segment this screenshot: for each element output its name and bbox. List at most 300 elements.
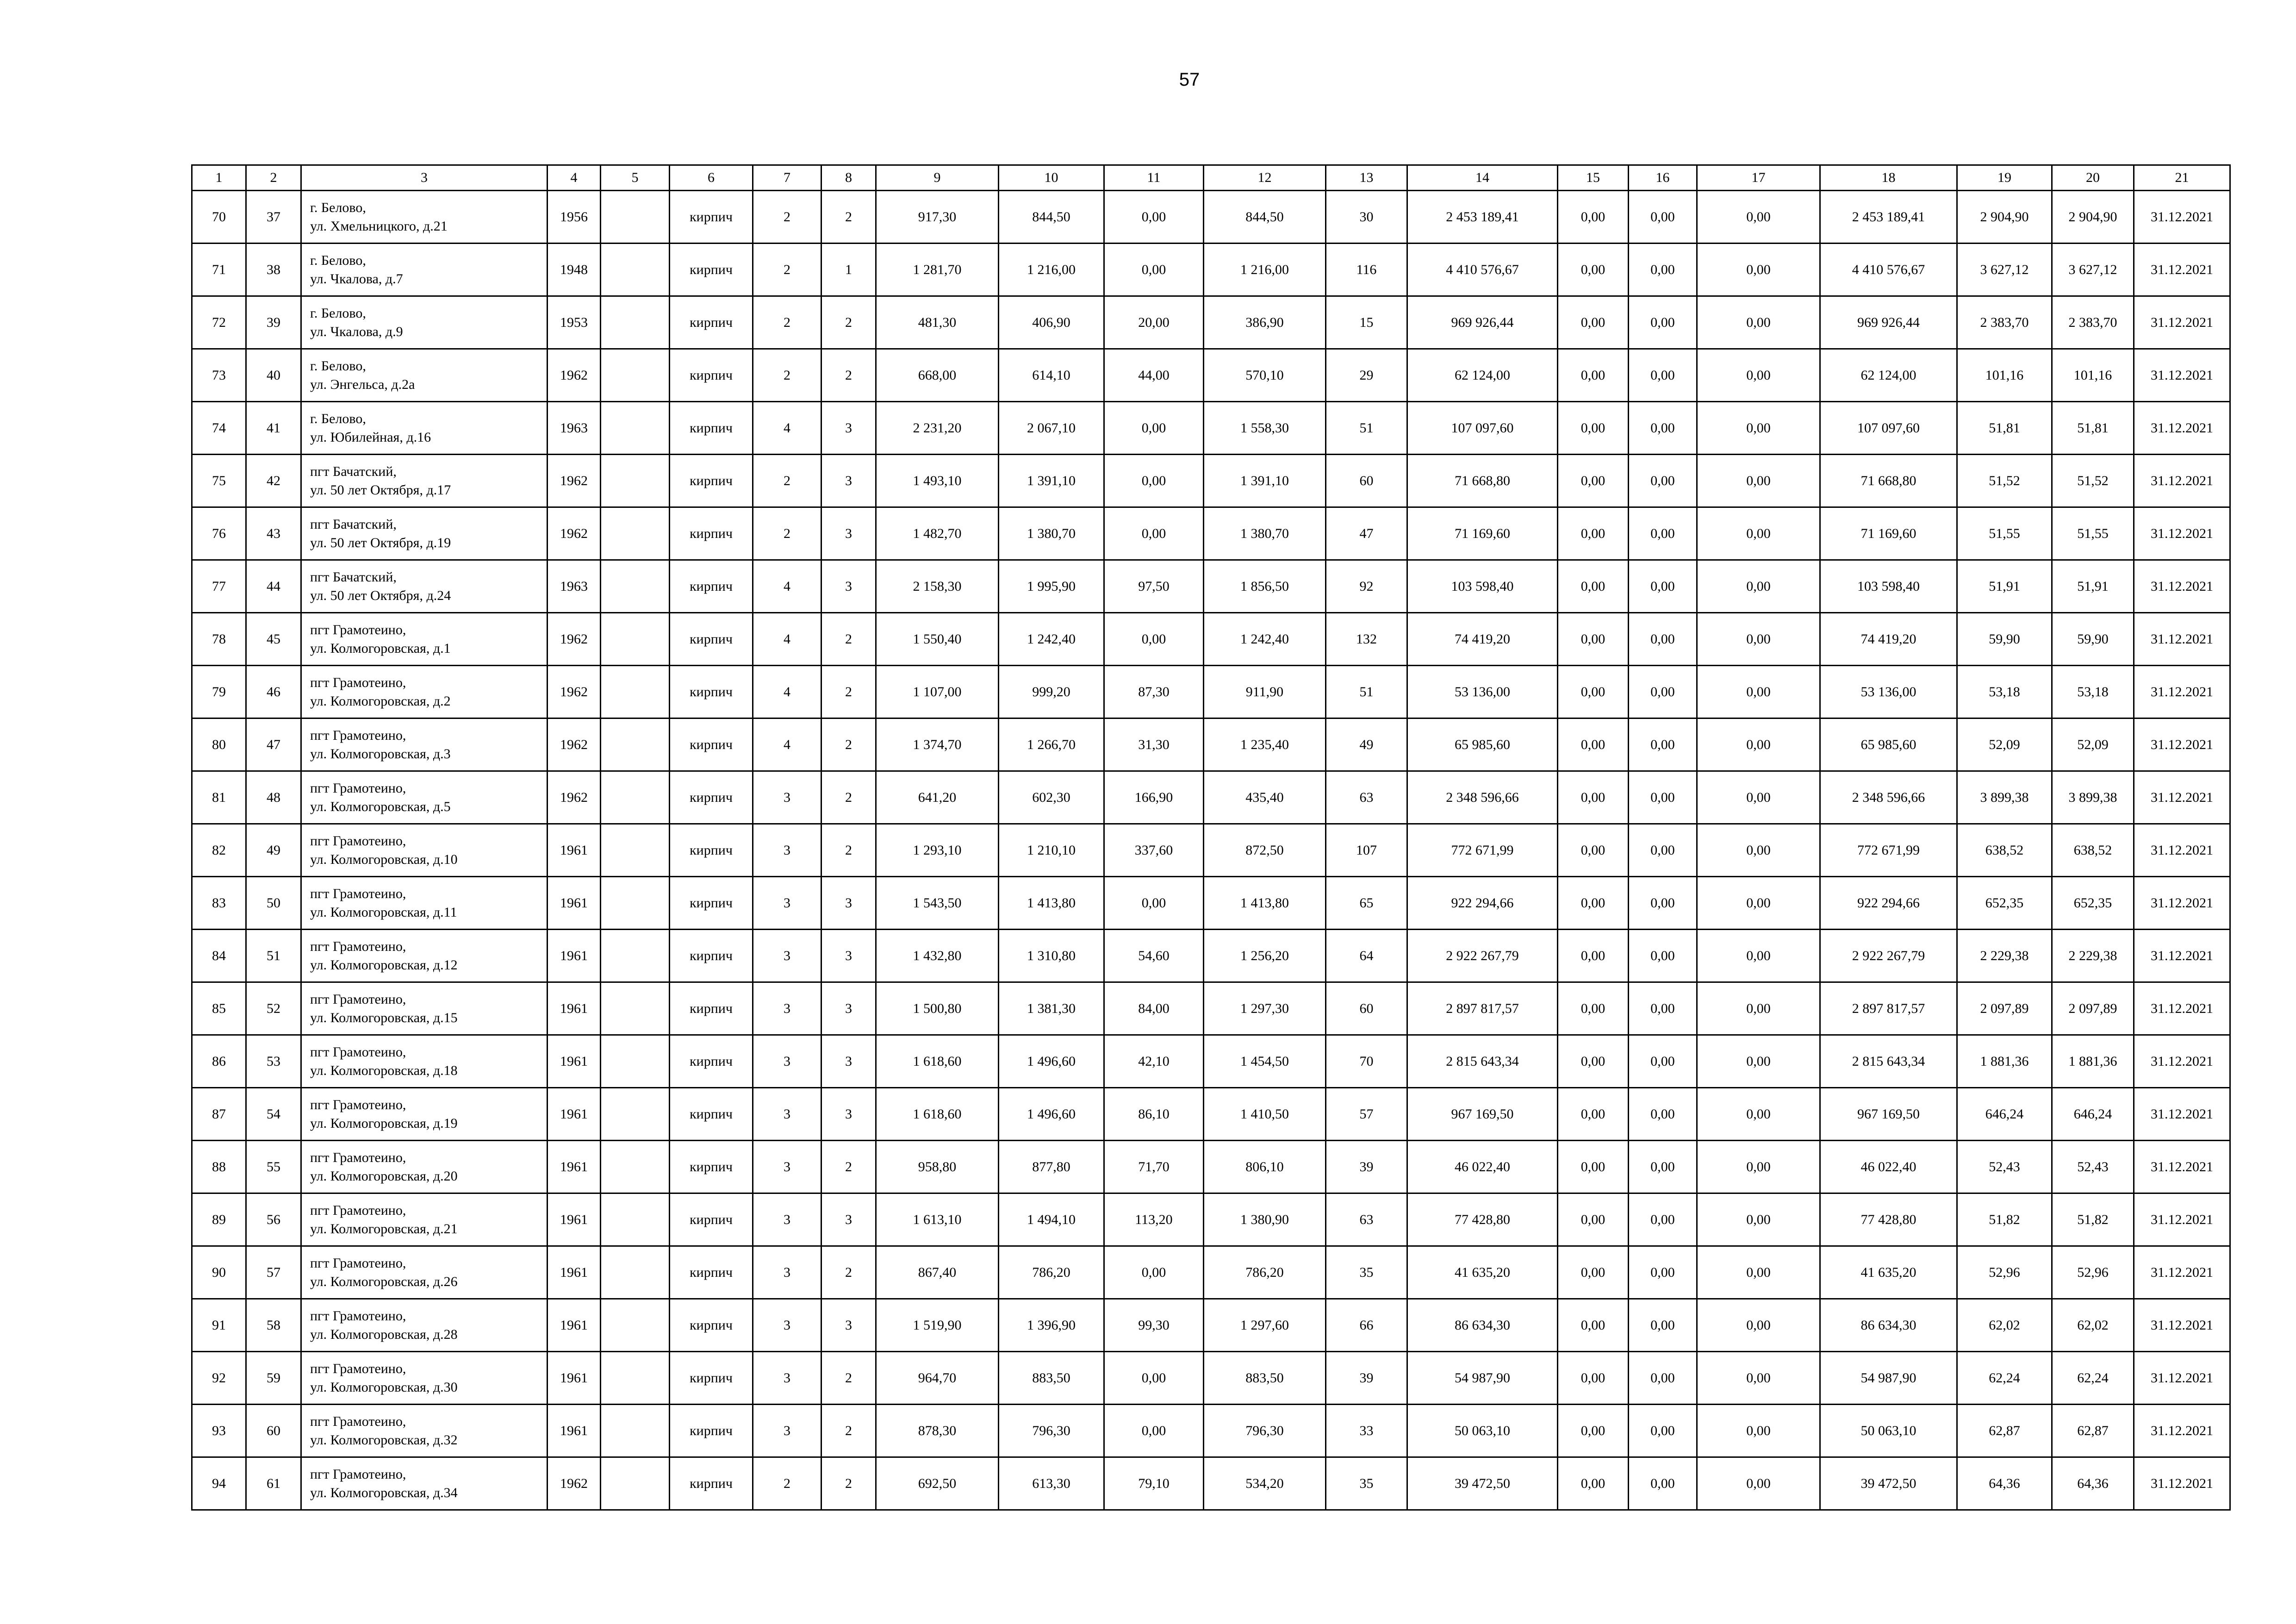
cell-date: 31.12.2021 (2134, 718, 2230, 771)
cell-floors: 2 (753, 507, 821, 560)
cell-c16: 0,00 (1629, 507, 1697, 560)
cell-date: 31.12.2021 (2134, 507, 2230, 560)
address-locality: пгт Бачатский, (310, 569, 397, 585)
cell-area-12: 883,50 (1204, 1352, 1326, 1405)
table-row (192, 349, 2230, 402)
address-street: ул. 50 лет Октября, д.24 (310, 587, 451, 603)
address-locality: пгт Грамотеино, (310, 622, 406, 637)
cell-floors: 4 (753, 718, 821, 771)
cell-c15: 0,00 (1558, 1457, 1629, 1510)
address-cell (301, 1193, 548, 1246)
cell-c19: 52,09 (1957, 718, 2052, 771)
address-street: ул. Хмельницкого, д.21 (310, 218, 448, 234)
cell-n2: 52 (246, 982, 301, 1035)
cell-c18: 2 897 817,57 (1820, 982, 1957, 1035)
column-header: 16 (1629, 165, 1697, 191)
cell-c15: 0,00 (1558, 718, 1629, 771)
cell-area-living: 1 380,70 (999, 507, 1104, 560)
cell-c16: 0,00 (1629, 1035, 1697, 1088)
cell-area-living: 1 494,10 (999, 1193, 1104, 1246)
cell-c19: 51,91 (1957, 560, 2052, 613)
cell-area-12: 1 380,70 (1204, 507, 1326, 560)
cell-year: 1961 (548, 1299, 601, 1352)
cell-n2: 54 (246, 1088, 301, 1141)
cell-material: кирпич (670, 666, 753, 718)
cell-c16: 0,00 (1629, 824, 1697, 877)
cell-c15: 0,00 (1558, 771, 1629, 824)
cell-area-11: 86,10 (1104, 1088, 1204, 1141)
cell-c20: 51,81 (2052, 402, 2134, 455)
address-cell (301, 507, 548, 560)
table-row (192, 1141, 2230, 1193)
cell-n2: 44 (246, 560, 301, 613)
cell-date: 31.12.2021 (2134, 666, 2230, 718)
cell-cost: 46 022,40 (1407, 1141, 1558, 1193)
cell-year: 1953 (548, 296, 601, 349)
cell-area-total: 964,70 (876, 1352, 999, 1405)
address-cell (301, 718, 548, 771)
cell-material: кирпич (670, 1035, 753, 1088)
cell-n: 91 (192, 1299, 246, 1352)
address-street: ул. Колмогоровская, д.26 (310, 1274, 458, 1289)
address-locality: пгт Грамотеино, (310, 1308, 406, 1324)
table-header-row (192, 165, 2230, 191)
cell-c16: 0,00 (1629, 877, 1697, 930)
column-header: 5 (601, 165, 670, 191)
cell-area-11: 44,00 (1104, 349, 1204, 402)
cell-cost: 71 668,80 (1407, 455, 1558, 507)
cell-cost: 107 097,60 (1407, 402, 1558, 455)
cell-c17: 0,00 (1697, 718, 1820, 771)
cell-c19: 51,55 (1957, 507, 2052, 560)
cell-c17: 0,00 (1697, 1246, 1820, 1299)
cell-c5 (601, 666, 670, 718)
cell-c17: 0,00 (1697, 930, 1820, 982)
address-street: ул. Колмогоровская, д.3 (310, 746, 451, 762)
cell-c18: 2 348 596,66 (1820, 771, 1957, 824)
cell-area-total: 692,50 (876, 1457, 999, 1510)
table-row (192, 455, 2230, 507)
cell-n: 86 (192, 1035, 246, 1088)
address-cell (301, 1457, 548, 1510)
cell-year: 1961 (548, 1405, 601, 1457)
cell-c5 (601, 718, 670, 771)
cell-c8: 2 (821, 1246, 876, 1299)
cell-cost: 967 169,50 (1407, 1088, 1558, 1141)
cell-n2: 39 (246, 296, 301, 349)
cell-c15: 0,00 (1558, 666, 1629, 718)
cell-area-12: 786,20 (1204, 1246, 1326, 1299)
cell-c17: 0,00 (1697, 877, 1820, 930)
cell-area-12: 796,30 (1204, 1405, 1326, 1457)
column-header: 11 (1104, 165, 1204, 191)
cell-material: кирпич (670, 718, 753, 771)
cell-area-total: 1 550,40 (876, 613, 999, 666)
cell-year: 1963 (548, 560, 601, 613)
cell-c15: 0,00 (1558, 1246, 1629, 1299)
cell-floors: 3 (753, 877, 821, 930)
cell-area-12: 1 413,80 (1204, 877, 1326, 930)
cell-c18: 53 136,00 (1820, 666, 1957, 718)
cell-area-11: 0,00 (1104, 1405, 1204, 1457)
cell-material: кирпич (670, 930, 753, 982)
cell-date: 31.12.2021 (2134, 613, 2230, 666)
cell-c17: 0,00 (1697, 349, 1820, 402)
cell-area-total: 917,30 (876, 191, 999, 244)
cell-c16: 0,00 (1629, 455, 1697, 507)
cell-floors: 3 (753, 1193, 821, 1246)
cell-area-12: 1 235,40 (1204, 718, 1326, 771)
cell-people: 15 (1326, 296, 1407, 349)
cell-c20: 2 383,70 (2052, 296, 2134, 349)
address-locality: пгт Грамотеино, (310, 886, 406, 901)
cell-c17: 0,00 (1697, 982, 1820, 1035)
address-cell (301, 613, 548, 666)
cell-people: 66 (1326, 1299, 1407, 1352)
cell-n2: 51 (246, 930, 301, 982)
cell-c8: 2 (821, 1352, 876, 1405)
cell-n: 92 (192, 1352, 246, 1405)
cell-area-total: 481,30 (876, 296, 999, 349)
cell-c17: 0,00 (1697, 771, 1820, 824)
cell-area-total: 2 231,20 (876, 402, 999, 455)
cell-c17: 0,00 (1697, 191, 1820, 244)
cell-c5 (601, 1405, 670, 1457)
column-header: 19 (1957, 165, 2052, 191)
cell-c16: 0,00 (1629, 982, 1697, 1035)
cell-c17: 0,00 (1697, 244, 1820, 296)
cell-material: кирпич (670, 191, 753, 244)
cell-c18: 967 169,50 (1820, 1088, 1957, 1141)
cell-c15: 0,00 (1558, 349, 1629, 402)
cell-date: 31.12.2021 (2134, 296, 2230, 349)
cell-area-12: 1 454,50 (1204, 1035, 1326, 1088)
cell-n: 93 (192, 1405, 246, 1457)
cell-material: кирпич (670, 1352, 753, 1405)
column-header: 8 (821, 165, 876, 191)
cell-c8: 3 (821, 930, 876, 982)
address-locality: пгт Грамотеино, (310, 1361, 406, 1376)
cell-area-total: 668,00 (876, 349, 999, 402)
address-locality: пгт Грамотеино, (310, 1466, 406, 1482)
cell-year: 1962 (548, 771, 601, 824)
cell-n2: 45 (246, 613, 301, 666)
cell-c8: 2 (821, 666, 876, 718)
address-street: ул. Колмогоровская, д.11 (310, 904, 457, 920)
cell-material: кирпич (670, 349, 753, 402)
cell-people: 51 (1326, 402, 1407, 455)
cell-c19: 1 881,36 (1957, 1035, 2052, 1088)
cell-c20: 52,96 (2052, 1246, 2134, 1299)
address-street: ул. Колмогоровская, д.1 (310, 640, 451, 656)
cell-c16: 0,00 (1629, 1193, 1697, 1246)
cell-n2: 41 (246, 402, 301, 455)
cell-date: 31.12.2021 (2134, 1405, 2230, 1457)
cell-people: 92 (1326, 560, 1407, 613)
address-locality: пгт Грамотеино, (310, 833, 406, 849)
cell-people: 63 (1326, 1193, 1407, 1246)
table-row (192, 1457, 2230, 1510)
cell-c5 (601, 1035, 670, 1088)
cell-c18: 2 453 189,41 (1820, 191, 1957, 244)
cell-c5 (601, 1141, 670, 1193)
cell-floors: 2 (753, 1457, 821, 1510)
address-street: ул. Энгельса, д.2а (310, 376, 415, 392)
cell-c18: 969 926,44 (1820, 296, 1957, 349)
cell-c19: 652,35 (1957, 877, 2052, 930)
cell-cost: 86 634,30 (1407, 1299, 1558, 1352)
table-row (192, 613, 2230, 666)
cell-n: 90 (192, 1246, 246, 1299)
cell-material: кирпич (670, 613, 753, 666)
address-locality: пгт Грамотеино, (310, 1202, 406, 1218)
cell-floors: 3 (753, 1299, 821, 1352)
cell-c19: 638,52 (1957, 824, 2052, 877)
cell-c15: 0,00 (1558, 930, 1629, 982)
table-row (192, 930, 2230, 982)
address-locality: пгт Грамотеино, (310, 1255, 406, 1271)
table-row (192, 244, 2230, 296)
cell-c18: 50 063,10 (1820, 1405, 1957, 1457)
cell-c17: 0,00 (1697, 1141, 1820, 1193)
cell-n2: 53 (246, 1035, 301, 1088)
cell-c20: 3 899,38 (2052, 771, 2134, 824)
cell-area-total: 1 613,10 (876, 1193, 999, 1246)
cell-cost: 62 124,00 (1407, 349, 1558, 402)
cell-floors: 3 (753, 1246, 821, 1299)
cell-c15: 0,00 (1558, 507, 1629, 560)
cell-n: 81 (192, 771, 246, 824)
cell-n: 70 (192, 191, 246, 244)
cell-floors: 2 (753, 349, 821, 402)
cell-c20: 2 097,89 (2052, 982, 2134, 1035)
cell-area-11: 0,00 (1104, 244, 1204, 296)
cell-area-11: 0,00 (1104, 877, 1204, 930)
cell-c20: 64,36 (2052, 1457, 2134, 1510)
address-street: ул. Колмогоровская, д.10 (310, 851, 458, 867)
cell-c8: 3 (821, 507, 876, 560)
cell-floors: 3 (753, 930, 821, 982)
column-header: 9 (876, 165, 999, 191)
cell-area-11: 99,30 (1104, 1299, 1204, 1352)
cell-c16: 0,00 (1629, 296, 1697, 349)
cell-c17: 0,00 (1697, 1299, 1820, 1352)
cell-c19: 2 229,38 (1957, 930, 2052, 982)
cell-area-12: 872,50 (1204, 824, 1326, 877)
table-row (192, 560, 2230, 613)
cell-material: кирпич (670, 877, 753, 930)
cell-n: 89 (192, 1193, 246, 1246)
cell-year: 1962 (548, 507, 601, 560)
cell-c19: 51,82 (1957, 1193, 2052, 1246)
cell-c5 (601, 771, 670, 824)
cell-area-total: 1 482,70 (876, 507, 999, 560)
cell-cost: 922 294,66 (1407, 877, 1558, 930)
cell-n2: 61 (246, 1457, 301, 1510)
column-header: 15 (1558, 165, 1629, 191)
cell-people: 60 (1326, 982, 1407, 1035)
cell-c19: 2 904,90 (1957, 191, 2052, 244)
address-cell (301, 402, 548, 455)
cell-year: 1961 (548, 1193, 601, 1246)
cell-c16: 0,00 (1629, 1299, 1697, 1352)
address-street: ул. Чкалова, д.7 (310, 271, 403, 287)
cell-c18: 62 124,00 (1820, 349, 1957, 402)
cell-date: 31.12.2021 (2134, 1457, 2230, 1510)
cell-cost: 50 063,10 (1407, 1405, 1558, 1457)
cell-area-12: 806,10 (1204, 1141, 1326, 1193)
address-cell (301, 1352, 548, 1405)
cell-year: 1963 (548, 402, 601, 455)
cell-c15: 0,00 (1558, 877, 1629, 930)
cell-c17: 0,00 (1697, 666, 1820, 718)
cell-c16: 0,00 (1629, 666, 1697, 718)
cell-year: 1961 (548, 824, 601, 877)
cell-material: кирпич (670, 1457, 753, 1510)
cell-area-11: 113,20 (1104, 1193, 1204, 1246)
address-cell (301, 771, 548, 824)
cell-date: 31.12.2021 (2134, 930, 2230, 982)
cell-date: 31.12.2021 (2134, 244, 2230, 296)
cell-area-12: 844,50 (1204, 191, 1326, 244)
cell-n: 79 (192, 666, 246, 718)
cell-c5 (601, 930, 670, 982)
cell-date: 31.12.2021 (2134, 402, 2230, 455)
cell-people: 63 (1326, 771, 1407, 824)
address-cell (301, 982, 548, 1035)
housing-table (191, 164, 2231, 1511)
column-header: 1 (192, 165, 246, 191)
cell-area-11: 42,10 (1104, 1035, 1204, 1088)
cell-cost: 65 985,60 (1407, 718, 1558, 771)
cell-year: 1961 (548, 877, 601, 930)
cell-n2: 40 (246, 349, 301, 402)
cell-people: 107 (1326, 824, 1407, 877)
cell-c17: 0,00 (1697, 1352, 1820, 1405)
table-row (192, 402, 2230, 455)
cell-c8: 2 (821, 1141, 876, 1193)
cell-n: 80 (192, 718, 246, 771)
cell-c17: 0,00 (1697, 560, 1820, 613)
cell-c17: 0,00 (1697, 1035, 1820, 1088)
cell-c15: 0,00 (1558, 244, 1629, 296)
address-cell (301, 244, 548, 296)
cell-c20: 638,52 (2052, 824, 2134, 877)
cell-material: кирпич (670, 1405, 753, 1457)
table-row (192, 877, 2230, 930)
cell-n2: 57 (246, 1246, 301, 1299)
column-header: 10 (999, 165, 1104, 191)
cell-floors: 4 (753, 613, 821, 666)
cell-c17: 0,00 (1697, 824, 1820, 877)
cell-c18: 71 668,80 (1820, 455, 1957, 507)
address-cell (301, 1141, 548, 1193)
cell-c20: 62,24 (2052, 1352, 2134, 1405)
cell-area-total: 2 158,30 (876, 560, 999, 613)
cell-area-total: 1 618,60 (876, 1088, 999, 1141)
cell-area-11: 0,00 (1104, 402, 1204, 455)
cell-c20: 52,09 (2052, 718, 2134, 771)
cell-area-living: 1 391,10 (999, 455, 1104, 507)
address-cell (301, 560, 548, 613)
address-locality: пгт Грамотеино, (310, 1149, 406, 1165)
cell-people: 35 (1326, 1246, 1407, 1299)
cell-area-living: 883,50 (999, 1352, 1104, 1405)
cell-c18: 922 294,66 (1820, 877, 1957, 930)
cell-cost: 74 419,20 (1407, 613, 1558, 666)
cell-area-12: 570,10 (1204, 349, 1326, 402)
cell-c16: 0,00 (1629, 771, 1697, 824)
cell-c20: 2 229,38 (2052, 930, 2134, 982)
cell-c8: 3 (821, 982, 876, 1035)
table-row (192, 1088, 2230, 1141)
cell-n: 83 (192, 877, 246, 930)
cell-date: 31.12.2021 (2134, 1246, 2230, 1299)
cell-c5 (601, 455, 670, 507)
cell-c8: 2 (821, 718, 876, 771)
address-locality: пгт Бачатский, (310, 463, 397, 479)
address-cell (301, 1299, 548, 1352)
page-number: 57 (1179, 69, 1200, 90)
cell-c5 (601, 1457, 670, 1510)
cell-c8: 3 (821, 560, 876, 613)
cell-area-12: 911,90 (1204, 666, 1326, 718)
cell-n2: 50 (246, 877, 301, 930)
address-street: ул. Колмогоровская, д.21 (310, 1221, 458, 1237)
cell-people: 64 (1326, 930, 1407, 982)
cell-date: 31.12.2021 (2134, 1141, 2230, 1193)
cell-c18: 86 634,30 (1820, 1299, 1957, 1352)
cell-c8: 1 (821, 244, 876, 296)
cell-area-11: 87,30 (1104, 666, 1204, 718)
cell-cost: 53 136,00 (1407, 666, 1558, 718)
cell-c8: 3 (821, 1299, 876, 1352)
cell-c18: 2 815 643,34 (1820, 1035, 1957, 1088)
address-cell (301, 455, 548, 507)
column-header: 17 (1697, 165, 1820, 191)
cell-date: 31.12.2021 (2134, 771, 2230, 824)
cell-area-living: 613,30 (999, 1457, 1104, 1510)
cell-date: 31.12.2021 (2134, 1035, 2230, 1088)
address-locality: пгт Грамотеино, (310, 1044, 406, 1060)
cell-c20: 51,52 (2052, 455, 2134, 507)
cell-n: 85 (192, 982, 246, 1035)
cell-area-total: 1 493,10 (876, 455, 999, 507)
address-locality: пгт Грамотеино, (310, 1413, 406, 1429)
cell-n: 88 (192, 1141, 246, 1193)
cell-c5 (601, 402, 670, 455)
cell-c5 (601, 1246, 670, 1299)
cell-area-living: 2 067,10 (999, 402, 1104, 455)
cell-area-total: 1 432,80 (876, 930, 999, 982)
cell-year: 1962 (548, 349, 601, 402)
cell-n2: 58 (246, 1299, 301, 1352)
cell-c20: 101,16 (2052, 349, 2134, 402)
cell-c18: 54 987,90 (1820, 1352, 1957, 1405)
cell-c19: 53,18 (1957, 666, 2052, 718)
cell-people: 65 (1326, 877, 1407, 930)
address-street: ул. Чкалова, д.9 (310, 324, 403, 339)
column-header: 6 (670, 165, 753, 191)
cell-c17: 0,00 (1697, 402, 1820, 455)
address-street: ул. Юбилейная, д.16 (310, 429, 431, 445)
cell-area-living: 1 242,40 (999, 613, 1104, 666)
address-cell (301, 930, 548, 982)
cell-area-12: 534,20 (1204, 1457, 1326, 1510)
cell-date: 31.12.2021 (2134, 877, 2230, 930)
cell-c5 (601, 507, 670, 560)
table-row (192, 1352, 2230, 1405)
